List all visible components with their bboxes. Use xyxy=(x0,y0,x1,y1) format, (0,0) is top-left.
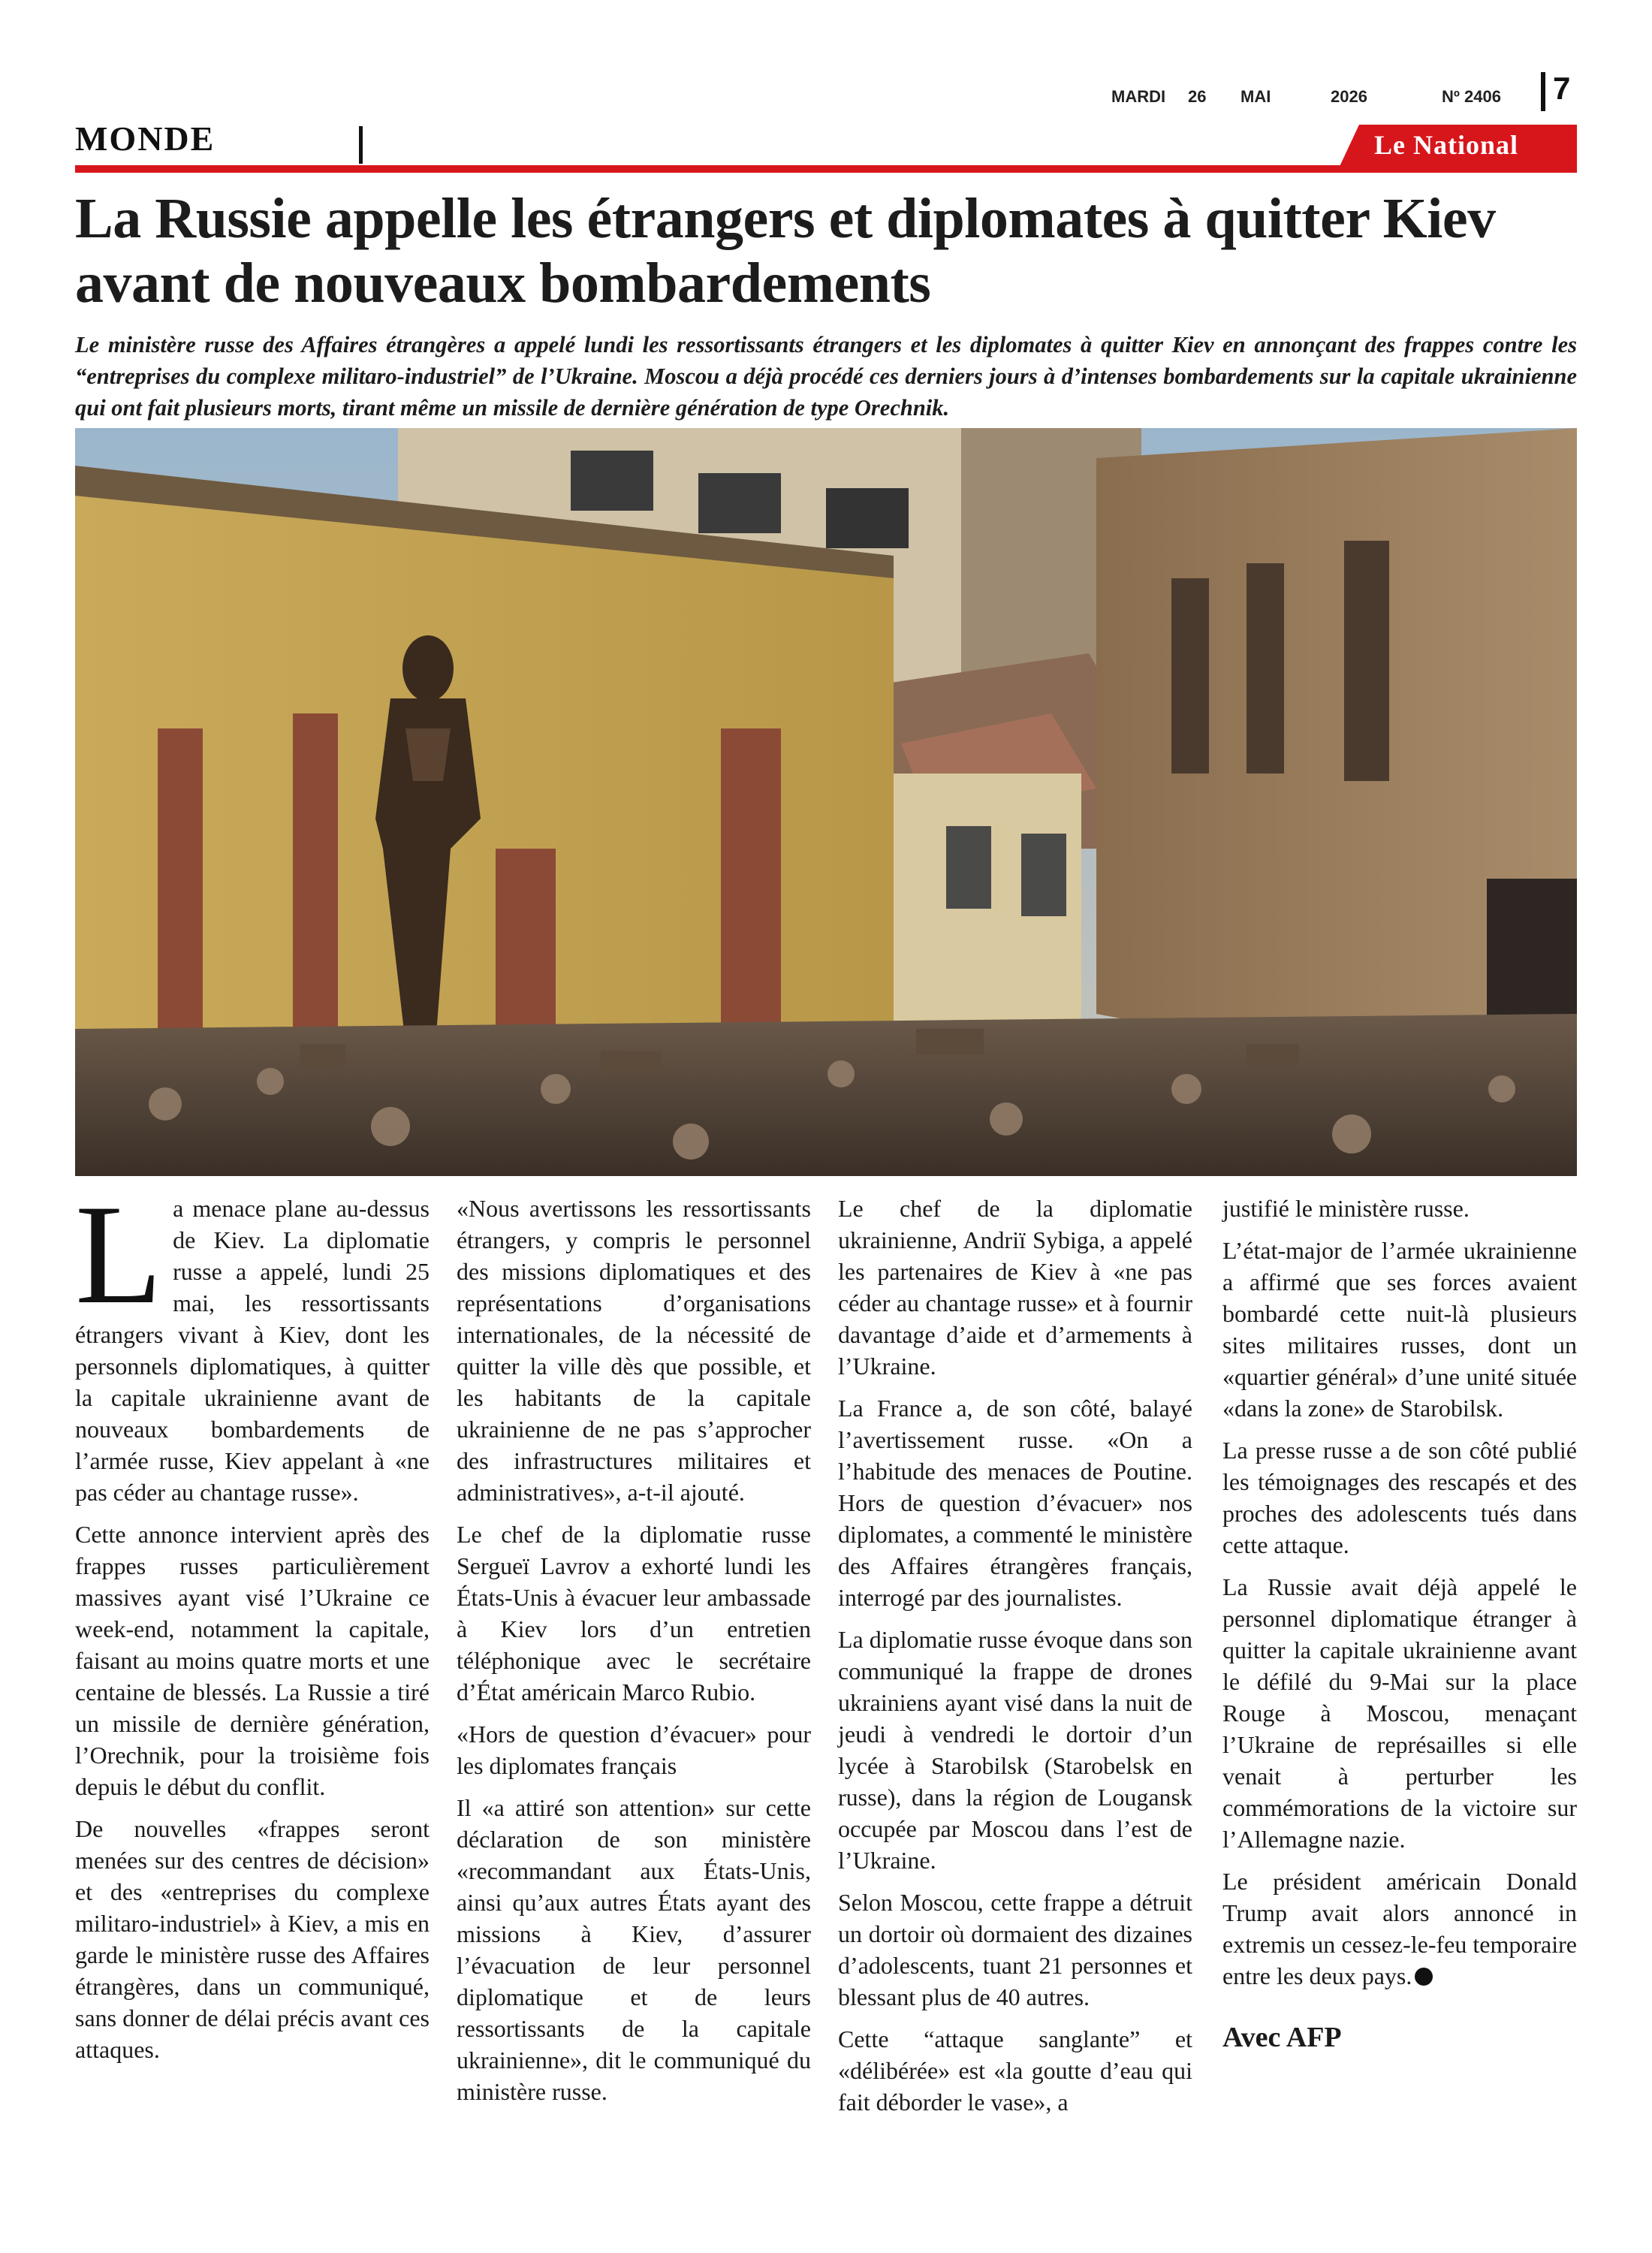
issue-number: Nº 2406 xyxy=(1442,87,1501,106)
article-lead: Le ministère russe des Affaires étrangères a appelé lundi les ressortissants étrangers et les diplomates à quitter Kiev en annonçant des frappes contre les “entreprises du complexe militaro-industriel” de l’Ukraine. Moscou a déjà procédé ces derniers jours à d’intenses bombardements sur la capitale ukrainienne qui ont fait plusieurs morts, tirant même un missile de dernière génération de type Orechnik. xyxy=(75,332,1577,421)
article-credit: Avec AFP xyxy=(1222,2022,1342,2053)
paragraph: Cette annonce intervient après des frappes russes particulièrement massives ayant visé l’Ukraine ce week-end, notamment la capitale, faisant au moins quatre morts et une centaine de blessés. La Russie a tiré un missile de dernière génération, l’Orechnik, pour la troisième fois depuis le début du conflit. xyxy=(75,1521,430,1800)
paragraph-text: a menace plane au-dessus de Kiev. La diplomatie russe a appelé, lundi 25 mai, les ressortissants étrangers vivant à Kiev, dont les personnels diplomatiques, à quitter la capitale ukrainienne avant de nouveaux bombardements de l’armée russe, Kiev appelant à «ne pas céder au chantage russe». xyxy=(75,1195,430,1506)
paragraph: Le chef de la diplomatie russe Sergueï Lavrov a exhorté lundi les États-Unis à évacuer leur ambassade à Kiev lors d’un entretien téléphonique avec le secrétaire d’État américain Marco Rubio. xyxy=(457,1521,811,1706)
paragraph xyxy=(1222,1865,1577,1992)
issue-info xyxy=(1104,66,1569,104)
article-column-2 xyxy=(457,1193,811,2118)
paragraph: La diplomatie russe évoque dans son communiqué la frappe de drones ukrainiens ayant visé dans la nuit de jeudi à vendredi le dortoir d’un lycée à Starobilsk (Starobelsk en russe), dans la région de Lougansk occupée par Moscou dans l’est de l’Ukraine. xyxy=(838,1626,1192,1874)
paragraph: justifié le ministère russe. xyxy=(1222,1195,1470,1222)
paragraph: La presse russe a de son côté publié les témoignages des rescapés et des proches des adolescents tués dans cette attaque. xyxy=(1222,1437,1577,1558)
end-of-article-icon xyxy=(1415,1968,1433,1986)
article-column-3 xyxy=(838,1193,1192,2128)
article-headline: La Russie appelle les étrangers et diplomates à quitter Kiev avant de nouveaux bombardements xyxy=(75,187,1496,315)
paragraph: «Nous avertissons les ressortissants étrangers, y compris le personnel des missions diplomatiques et des représentations d’organisations internationales, de la nécessité de quitter la ville dès que possible, et les habitants de la capitale ukrainienne de ne pas s’approcher des infrastructures militaires et administratives», a-t-il ajouté. xyxy=(457,1195,811,1506)
article-photo xyxy=(75,428,1577,1176)
issue-month: MAI xyxy=(1241,87,1271,106)
paragraph xyxy=(75,1176,430,1508)
paragraph: La Russie avait déjà appelé le personnel diplomatique étranger à quitter la capitale ukrainienne avant le défilé du 9-Mai sur la place Rouge à Moscou, menaçant l’Ukraine de représailles si elle venait à perturber les commémorations de la victoire sur l’Allemagne nazie. xyxy=(1222,1573,1577,1853)
paragraph: Il «a attiré son attention» sur cette déclaration de son ministère «recommandant aux États-Unis, ainsi qu’aux autres États ayant des missions à Kiev, d’assurer l’évacuation de leur personnel diplomatique et de leurs ressortissants de la capitale ukrainienne», dit le communiqué du ministère russe. xyxy=(457,1794,811,2105)
subheading: «Hors de question d’évacuer» pour les diplomates français xyxy=(457,1721,811,1779)
article-column-1 xyxy=(75,1176,430,2076)
page-number: 7 xyxy=(1553,71,1571,106)
paragraph: Le chef de la diplomatie ukrainienne, Andriï Sybiga, a appelé les partenaires de Kiev à «ne pas céder au chantage russe» et à fournir davantage d’aide et d’armements à l’Ukraine. xyxy=(838,1195,1192,1380)
paragraph-text: Le président américain Donald Trump avait alors annoncé in extremis un cessez-le-feu temporaire entre les deux pays. xyxy=(1222,1868,1577,1989)
section-divider xyxy=(359,126,363,164)
paragraph: De nouvelles «frappes seront menées sur des centres de décision» et des «entreprises du complexe militaro-industriel» à Kiev, a mis en garde le ministère russe des Affaires étrangères, dans un communiqué, sans donner de délai précis avant ces attaques. xyxy=(75,1815,430,2063)
page-number-divider xyxy=(1541,72,1545,111)
paragraph: L’état-major de l’armée ukrainienne a affirmé que ses forces avaient bombardé cette nuit-là plusieurs sites militaires russes, dont un «quartier général» d’une unité située «dans la zone» de Starobilsk. xyxy=(1222,1237,1577,1422)
issue-year: 2026 xyxy=(1331,87,1367,106)
paragraph: Cette “attaque sanglante” et «délibérée» est «la goutte d’eau qui fait déborder le vase», a xyxy=(838,2025,1192,2116)
brand-name: Le National xyxy=(1374,130,1519,160)
paragraph: La France a, de son côté, balayé l’avertissement russe. «On a l’habitude des menaces de Poutine. Hors de question d’évacuer» nos diplomates, a commenté le ministère des Affaires étrangères français, interrogé par des journalistes. xyxy=(838,1395,1192,1611)
drop-cap: L xyxy=(75,1176,163,1334)
paragraph: Selon Moscou, cette frappe a détruit un dortoir où dormaient des dizaines d’adolescents, tuant 21 personnes et blessant plus de 40 autres. xyxy=(838,1889,1192,2010)
section-label: MONDE xyxy=(75,119,216,158)
issue-date: 26 xyxy=(1188,87,1207,106)
article-column-4 xyxy=(1222,1193,1577,2064)
issue-day: MARDI xyxy=(1111,87,1166,106)
